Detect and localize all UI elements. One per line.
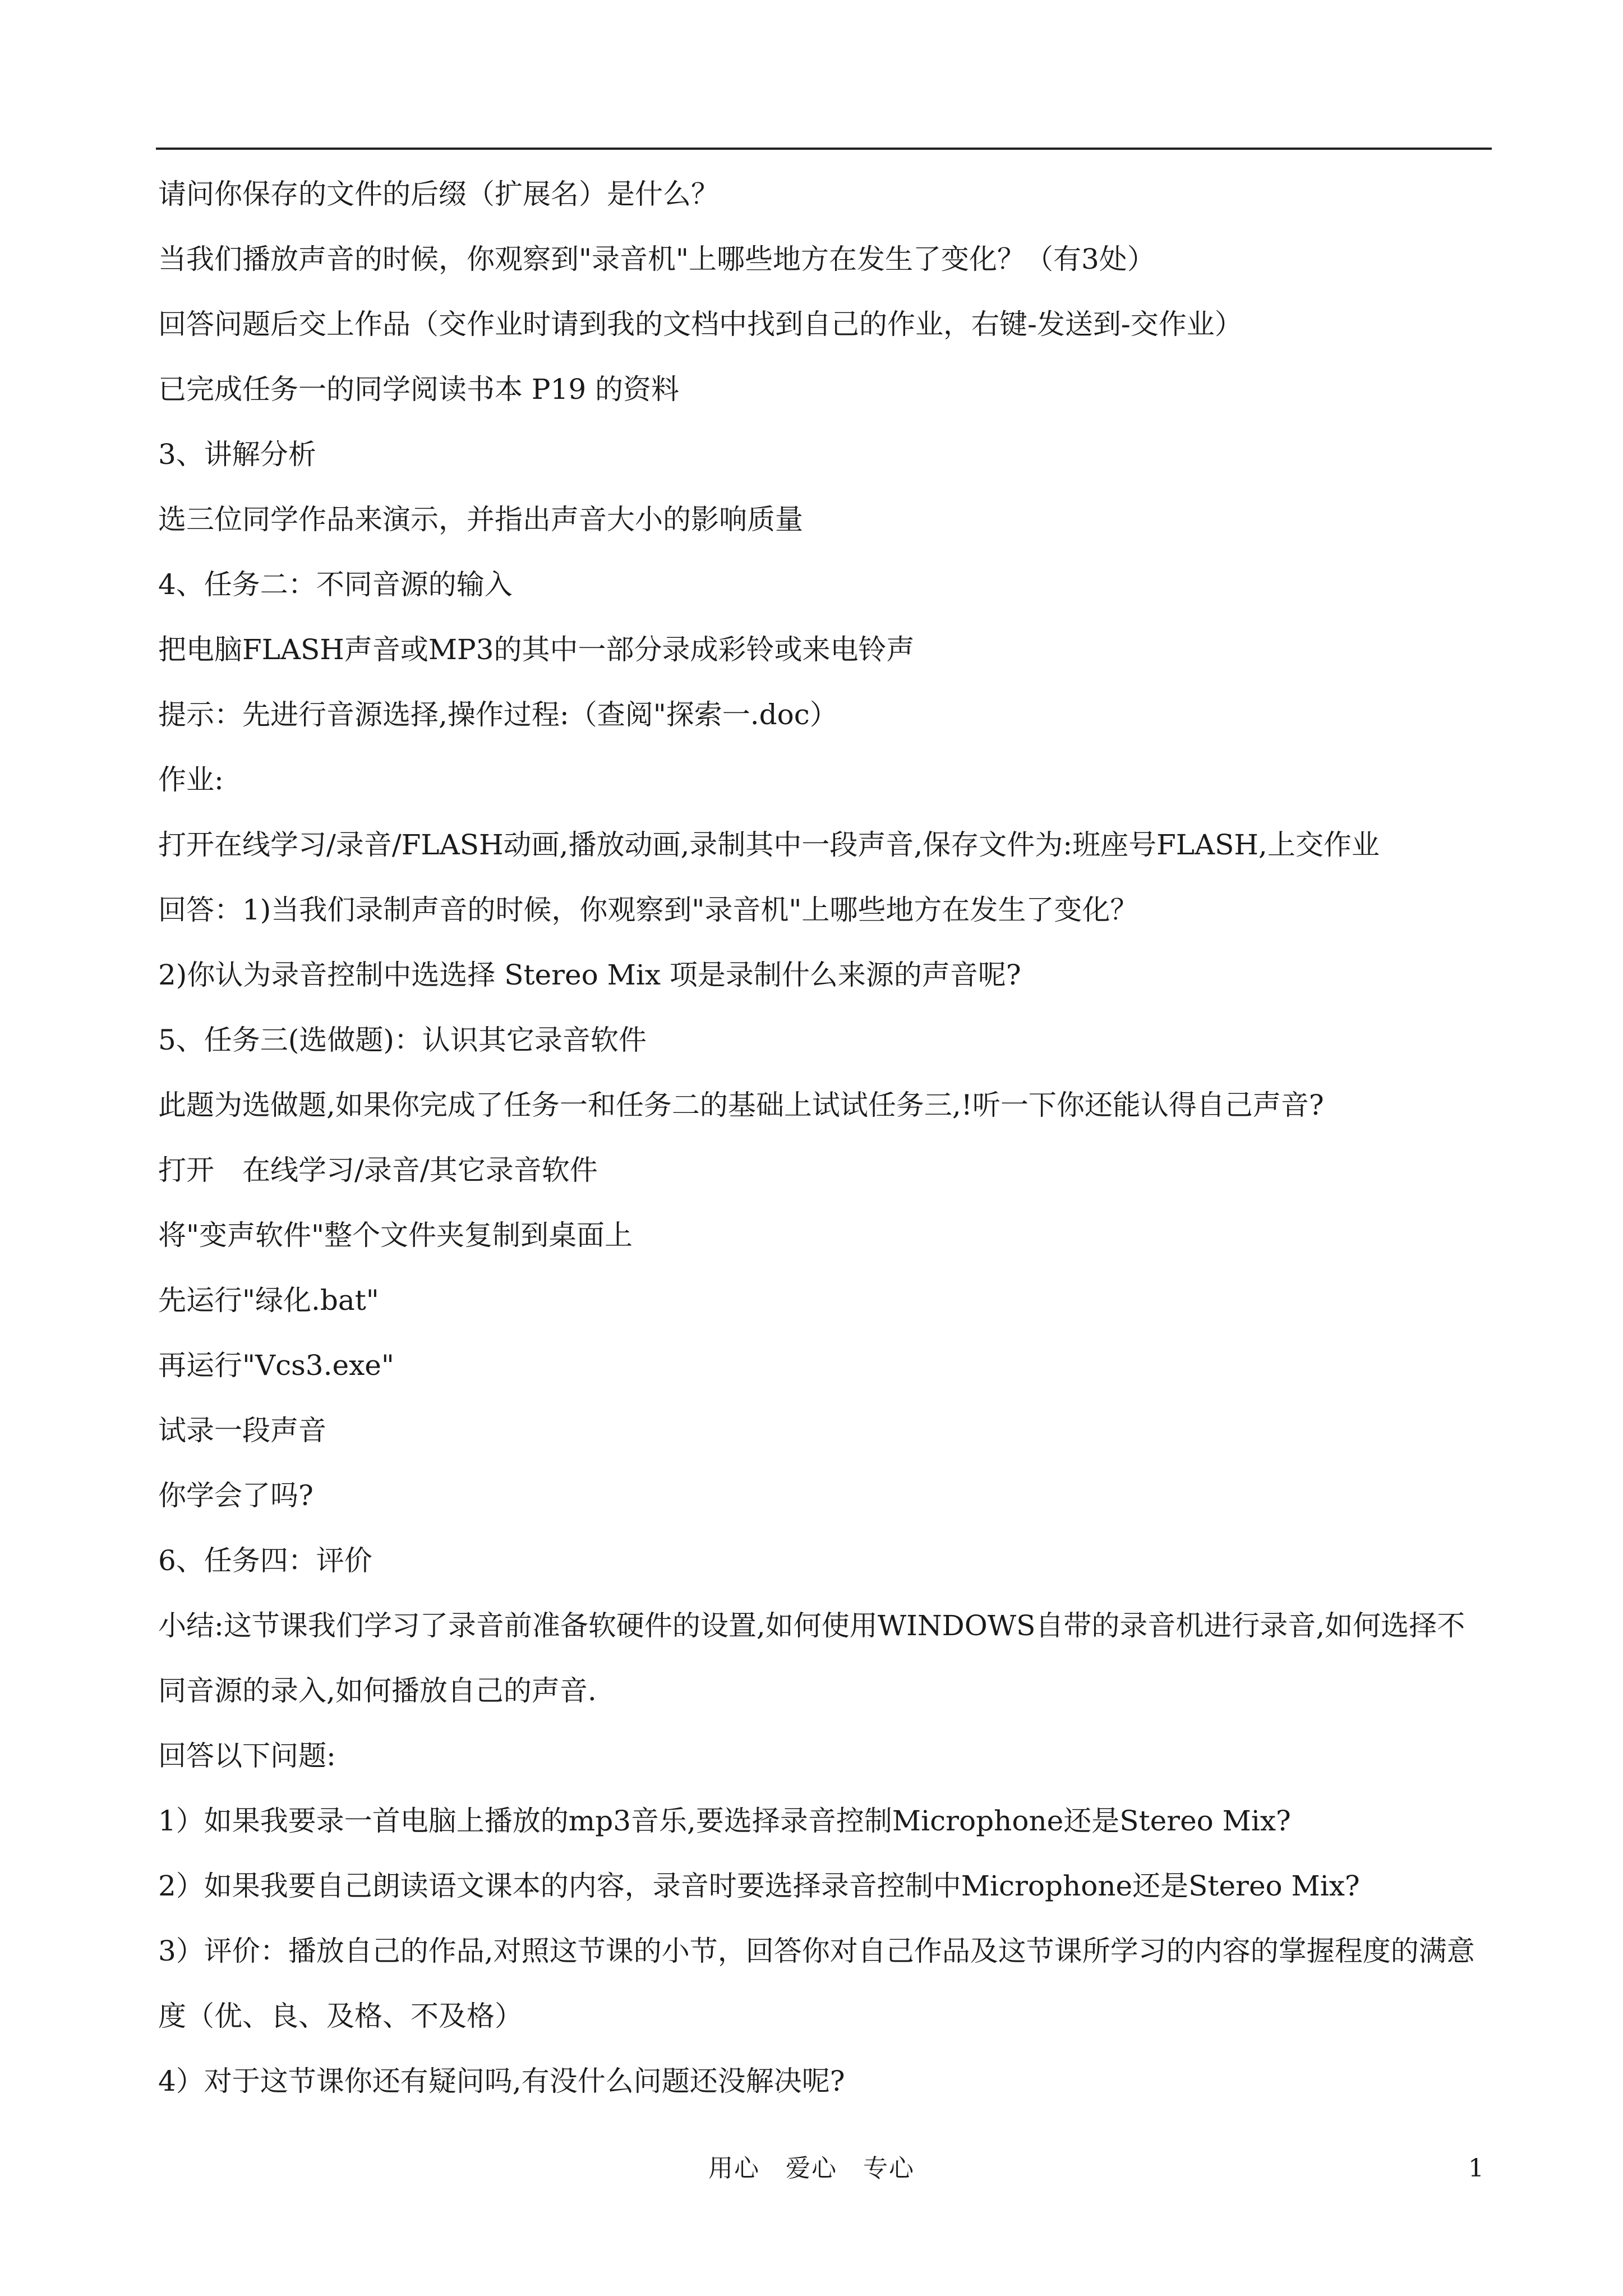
paragraph-question-read-aloud: 2）如果我要自己朗读语文课本的内容，录音时要选择录音控制中Microphone还是Stereo Mix?	[158, 1870, 1360, 1902]
paragraph-record-ringtone: 把电脑FLASH声音或MP3的其中一部分录成彩铃或来电铃声	[158, 633, 915, 666]
paragraph-learned: 你学会了吗?	[158, 1479, 313, 1512]
footer-motto: 用心 爱心 专心	[708, 2154, 915, 2183]
paragraph-question-mp3: 1）如果我要录一首电脑上播放的mp3音乐,要选择录音控制Microphone还是Stereo Mix?	[158, 1805, 1291, 1837]
paragraph-question-file-extension: 请问你保存的文件的后缀（扩展名）是什么？	[158, 178, 719, 210]
paragraph-answer-two: 2)你认为录音控制中选选择 Stereo Mix 项是录制什么来源的声音呢?	[158, 959, 1021, 991]
paragraph-question-doubts: 4）对于这节课你还有疑问吗,有没什么问题还没解决呢?	[158, 2065, 845, 2097]
paragraph-homework-label: 作业:	[158, 763, 224, 796]
paragraph-hint: 提示：先进行音源选择,操作过程:（查阅"探索一.doc）	[158, 698, 838, 731]
paragraph-summary: 小结:这节课我们学习了录音前准备软硬件的设置,如何使用WINDOWS自带的录音机进行录音,如何选择不同音源的录入,如何播放自己的声音.	[158, 1609, 1465, 1707]
paragraph-question-playback-changes: 当我们播放声音的时候，你观察到"录音机"上哪些地方在发生了变化？（有3处）	[158, 243, 1155, 275]
section-heading-task-four: 6、任务四：评价	[158, 1544, 372, 1577]
paragraph-run-bat: 先运行"绿化.bat"	[158, 1284, 379, 1317]
paragraph-try-record: 试录一段声音	[158, 1414, 326, 1447]
page-number: 1	[1468, 2154, 1484, 2183]
paragraph-run-exe: 再运行"Vcs3.exe"	[158, 1349, 394, 1382]
paragraph-submit-work: 回答问题后交上作品（交作业时请到我的文档中找到自己的作业，右键-发送到-交作业）	[158, 308, 1243, 341]
document-body	[158, 162, 1493, 2114]
paragraph-open-software: 打开 在线学习/录音/其它录音软件	[158, 1154, 598, 1186]
paragraph-homework-steps: 打开在线学习/录音/FLASH动画,播放动画,录制其中一段声音,保存文件为:班座号FLASH,上交作业	[158, 829, 1380, 861]
paragraph-question-evaluation: 3）评价：播放自己的作品,对照这节课的小节，回答你对自己作品及这节课所学习的内容的掌握程度的满意度（优、良、及格、不及格）	[158, 1935, 1475, 2032]
section-heading-analysis: 3、讲解分析	[158, 438, 316, 471]
header-rule	[156, 148, 1492, 150]
section-heading-task-three: 5、任务三(选做题)：认识其它录音软件	[158, 1024, 647, 1056]
paragraph-read-textbook: 已完成任务一的同学阅读书本 P19 的资料	[158, 373, 680, 406]
paragraph-optional-task: 此题为选做题,如果你完成了任务一和任务二的基础上试试任务三,!听一下你还能认得自己声音?	[158, 1089, 1324, 1121]
paragraph-answer-one: 回答：1)当我们录制声音的时候，你观察到"录音机"上哪些地方在发生了变化？	[158, 894, 1138, 926]
section-heading-task-two: 4、任务二：不同音源的输入	[158, 568, 513, 601]
paragraph-copy-folder: 将"变声软件"整个文件夹复制到桌面上	[158, 1219, 633, 1251]
paragraph-answer-questions: 回答以下问题:	[158, 1740, 336, 1772]
paragraph-demo-works: 选三位同学作品来演示，并指出声音大小的影响质量	[158, 503, 803, 536]
